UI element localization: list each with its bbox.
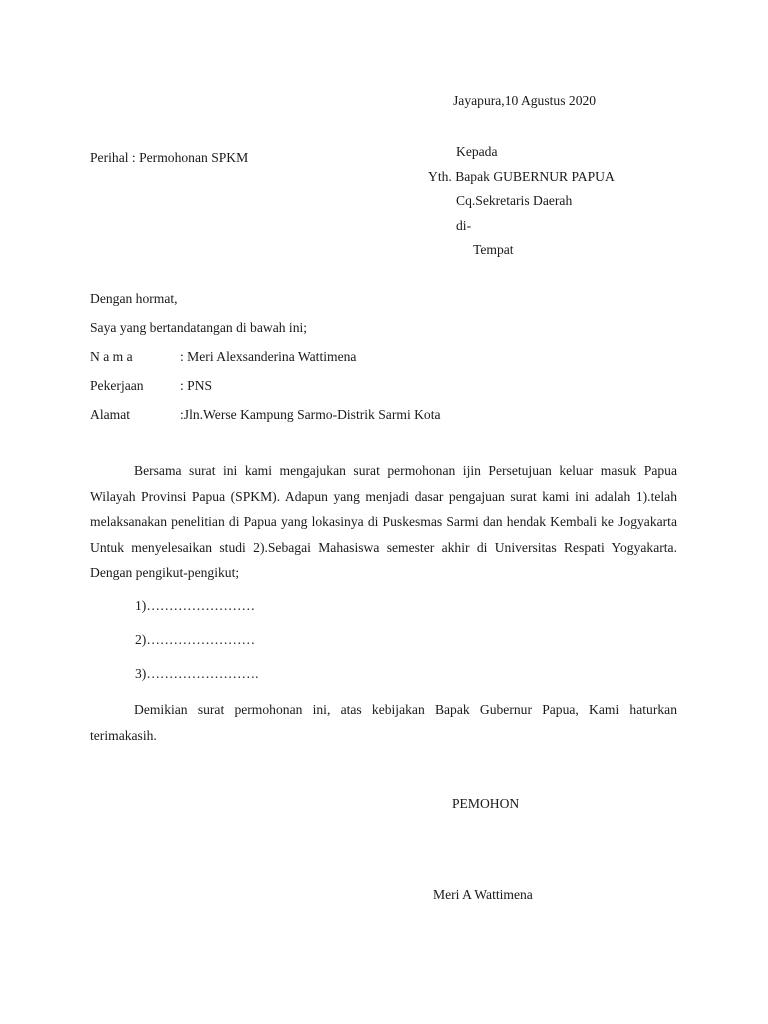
place-date: Jayapura,10 Agustus 2020 [453, 93, 597, 108]
recipient-at: di- [456, 218, 472, 233]
body-paragraph-2-text: Demikian surat permohonan ini, atas kebijakan Bapak Gubernur Papua, Kami haturkan terimakasih. [90, 702, 677, 743]
field-label: Pekerjaan [90, 378, 144, 393]
field-label: N a m a [90, 349, 133, 364]
field-row-name [90, 348, 510, 366]
recipient-name: Yth. Bapak GUBERNUR PAPUA [428, 169, 615, 184]
greeting: Dengan hormat, [90, 291, 178, 306]
field-row-occupation [90, 377, 510, 395]
body-paragraph-1-text: Bersama surat ini kami mengajukan surat permohonan ijin Persetujuan keluar masuk Papua Wilayah Provinsi Papua (SPKM). Adapun yang menjadi dasar pengajuan surat kami ini adalah 1).telah melaksanakan penelitian di Papua yang lokasinya di Puskesmas Sarmi dan hendak Kembali ke Jogyakarta Untuk menyelesaikan studi 2).Sebagai Mahasiswa semester akhir di Universitas Respati Yogyakarta. Dengan pengikut-pengikut; [90, 463, 677, 580]
body-paragraph-1 [90, 458, 677, 586]
field-value: : Meri Alexsanderina Wattimena [180, 349, 357, 364]
field-value: :Jln.Werse Kampung Sarmo-Distrik Sarmi Kota [180, 407, 441, 422]
field-label: Alamat [90, 407, 131, 422]
list-item: 3)……………………. [135, 666, 259, 681]
intro-line: Saya yang bertandatangan di bawah ini; [90, 320, 308, 335]
signature-name: Meri A Wattimena [433, 887, 533, 902]
signature-role: PEMOHON [452, 796, 520, 811]
body-paragraph-2 [90, 697, 677, 748]
list-item: 1)…………………… [135, 598, 256, 613]
recipient-to: Kepada [456, 144, 498, 159]
recipient-place: Tempat [473, 242, 514, 257]
field-value: : PNS [180, 378, 213, 393]
subject-line: Perihal : Permohonan SPKM [90, 150, 249, 165]
list-item: 2)…………………… [135, 632, 256, 647]
field-row-address [90, 406, 510, 424]
recipient-via: Cq.Sekretaris Daerah [456, 193, 573, 208]
